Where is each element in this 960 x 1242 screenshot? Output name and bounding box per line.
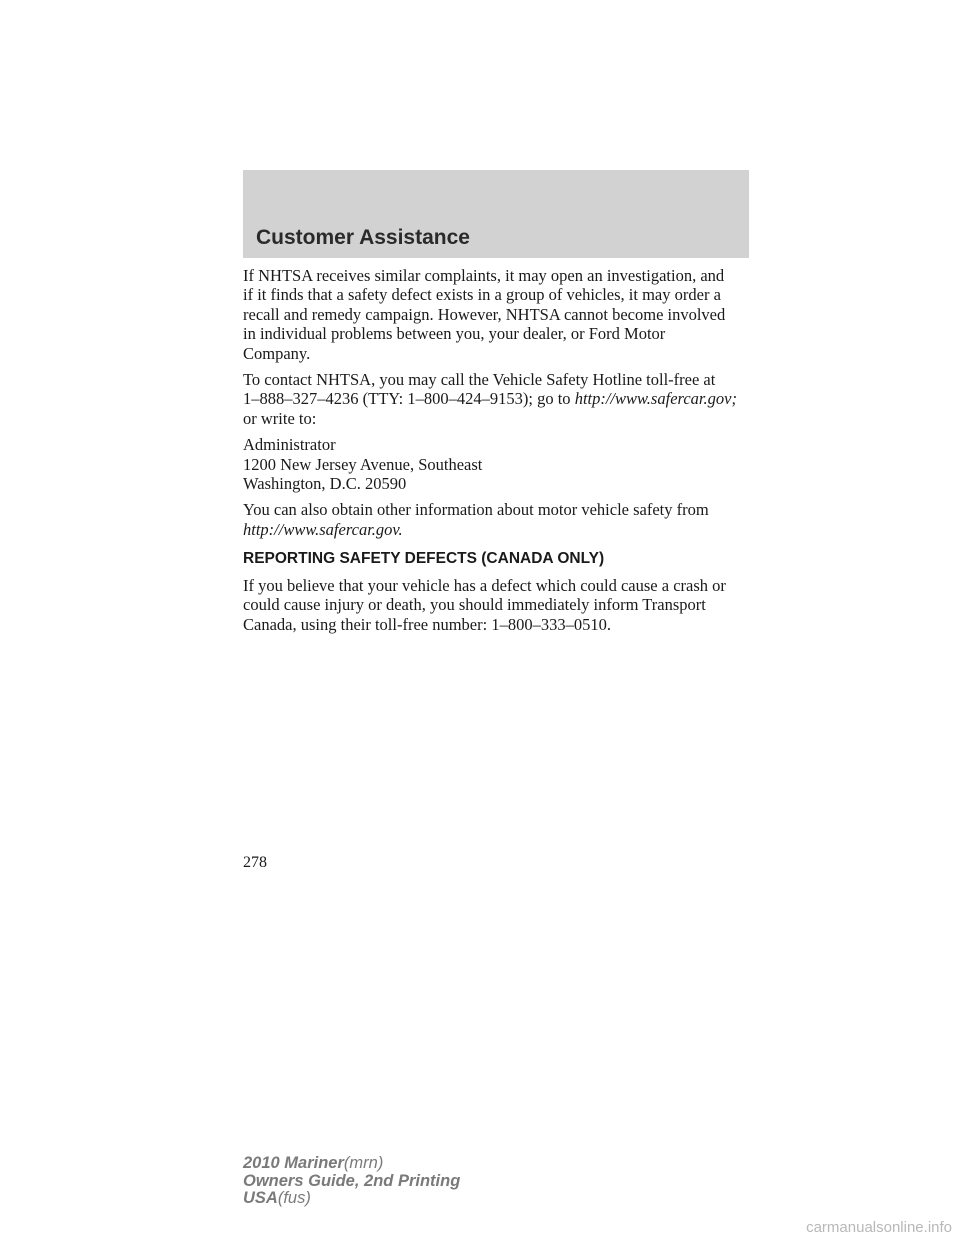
watermark: carmanualsonline.info (806, 1219, 952, 1236)
text-line: could cause injury or death, you should immediately inform Transport (243, 595, 706, 615)
safercar-link-2[interactable]: http://www.safercar.gov. (243, 519, 403, 539)
paragraph-nhtsa-investigation (243, 266, 763, 363)
text-line: recall and remedy campaign. However, NHTSA cannot become involved (243, 304, 726, 324)
body-text (243, 266, 763, 641)
paragraph-more-info (243, 500, 763, 539)
footer-line-region (243, 1190, 460, 1208)
text-line: or write to: (243, 408, 317, 428)
footer (243, 1155, 460, 1208)
text-line: if it finds that a safety defect exists in a group of vehicles, it may order a (243, 285, 721, 305)
paragraph-contact-nhtsa (243, 370, 763, 428)
address-line: 1200 New Jersey Avenue, Southeast (243, 454, 483, 474)
text-line: To contact NHTSA, you may call the Vehicle Safety Hotline toll-free at (243, 370, 716, 390)
text-line: Company. (243, 343, 311, 363)
text-line: in individual problems between you, your dealer, or Ford Motor (243, 324, 666, 344)
address-block (243, 435, 763, 493)
footer-line-guide (243, 1173, 460, 1191)
address-line: Washington, D.C. 20590 (243, 474, 407, 494)
footer-guide: Owners Guide, 2nd Printing (243, 1171, 461, 1190)
canada-subheading: REPORTING SAFETY DEFECTS (CANADA ONLY) (243, 550, 605, 568)
hotline-numbers: 1–888–327–4236 (TTY: 1–800–424–9153); go to (243, 389, 575, 409)
safercar-link[interactable]: http://www.safercar.gov; (574, 389, 737, 409)
text-line: If NHTSA receives similar complaints, it may open an investigation, and (243, 266, 725, 285)
text-line: Canada, using their toll-free number: 1–800–333–0510. (243, 614, 611, 634)
footer-region: USA (243, 1189, 278, 1207)
paragraph-canada (243, 576, 763, 634)
footer-line-model (243, 1155, 460, 1173)
footer-region-code: (fus) (277, 1189, 311, 1207)
section-title: Customer Assistance (256, 226, 470, 249)
footer-model: 2010 Mariner (243, 1154, 344, 1172)
text-line (243, 389, 763, 408)
address-line: Administrator (243, 435, 336, 455)
footer-model-code: (mrn) (343, 1154, 384, 1172)
text-line: You can also obtain other information about motor vehicle safety from (243, 500, 709, 520)
text-line: If you believe that your vehicle has a defect which could cause a crash or (243, 575, 726, 595)
page-number: 278 (243, 854, 267, 871)
